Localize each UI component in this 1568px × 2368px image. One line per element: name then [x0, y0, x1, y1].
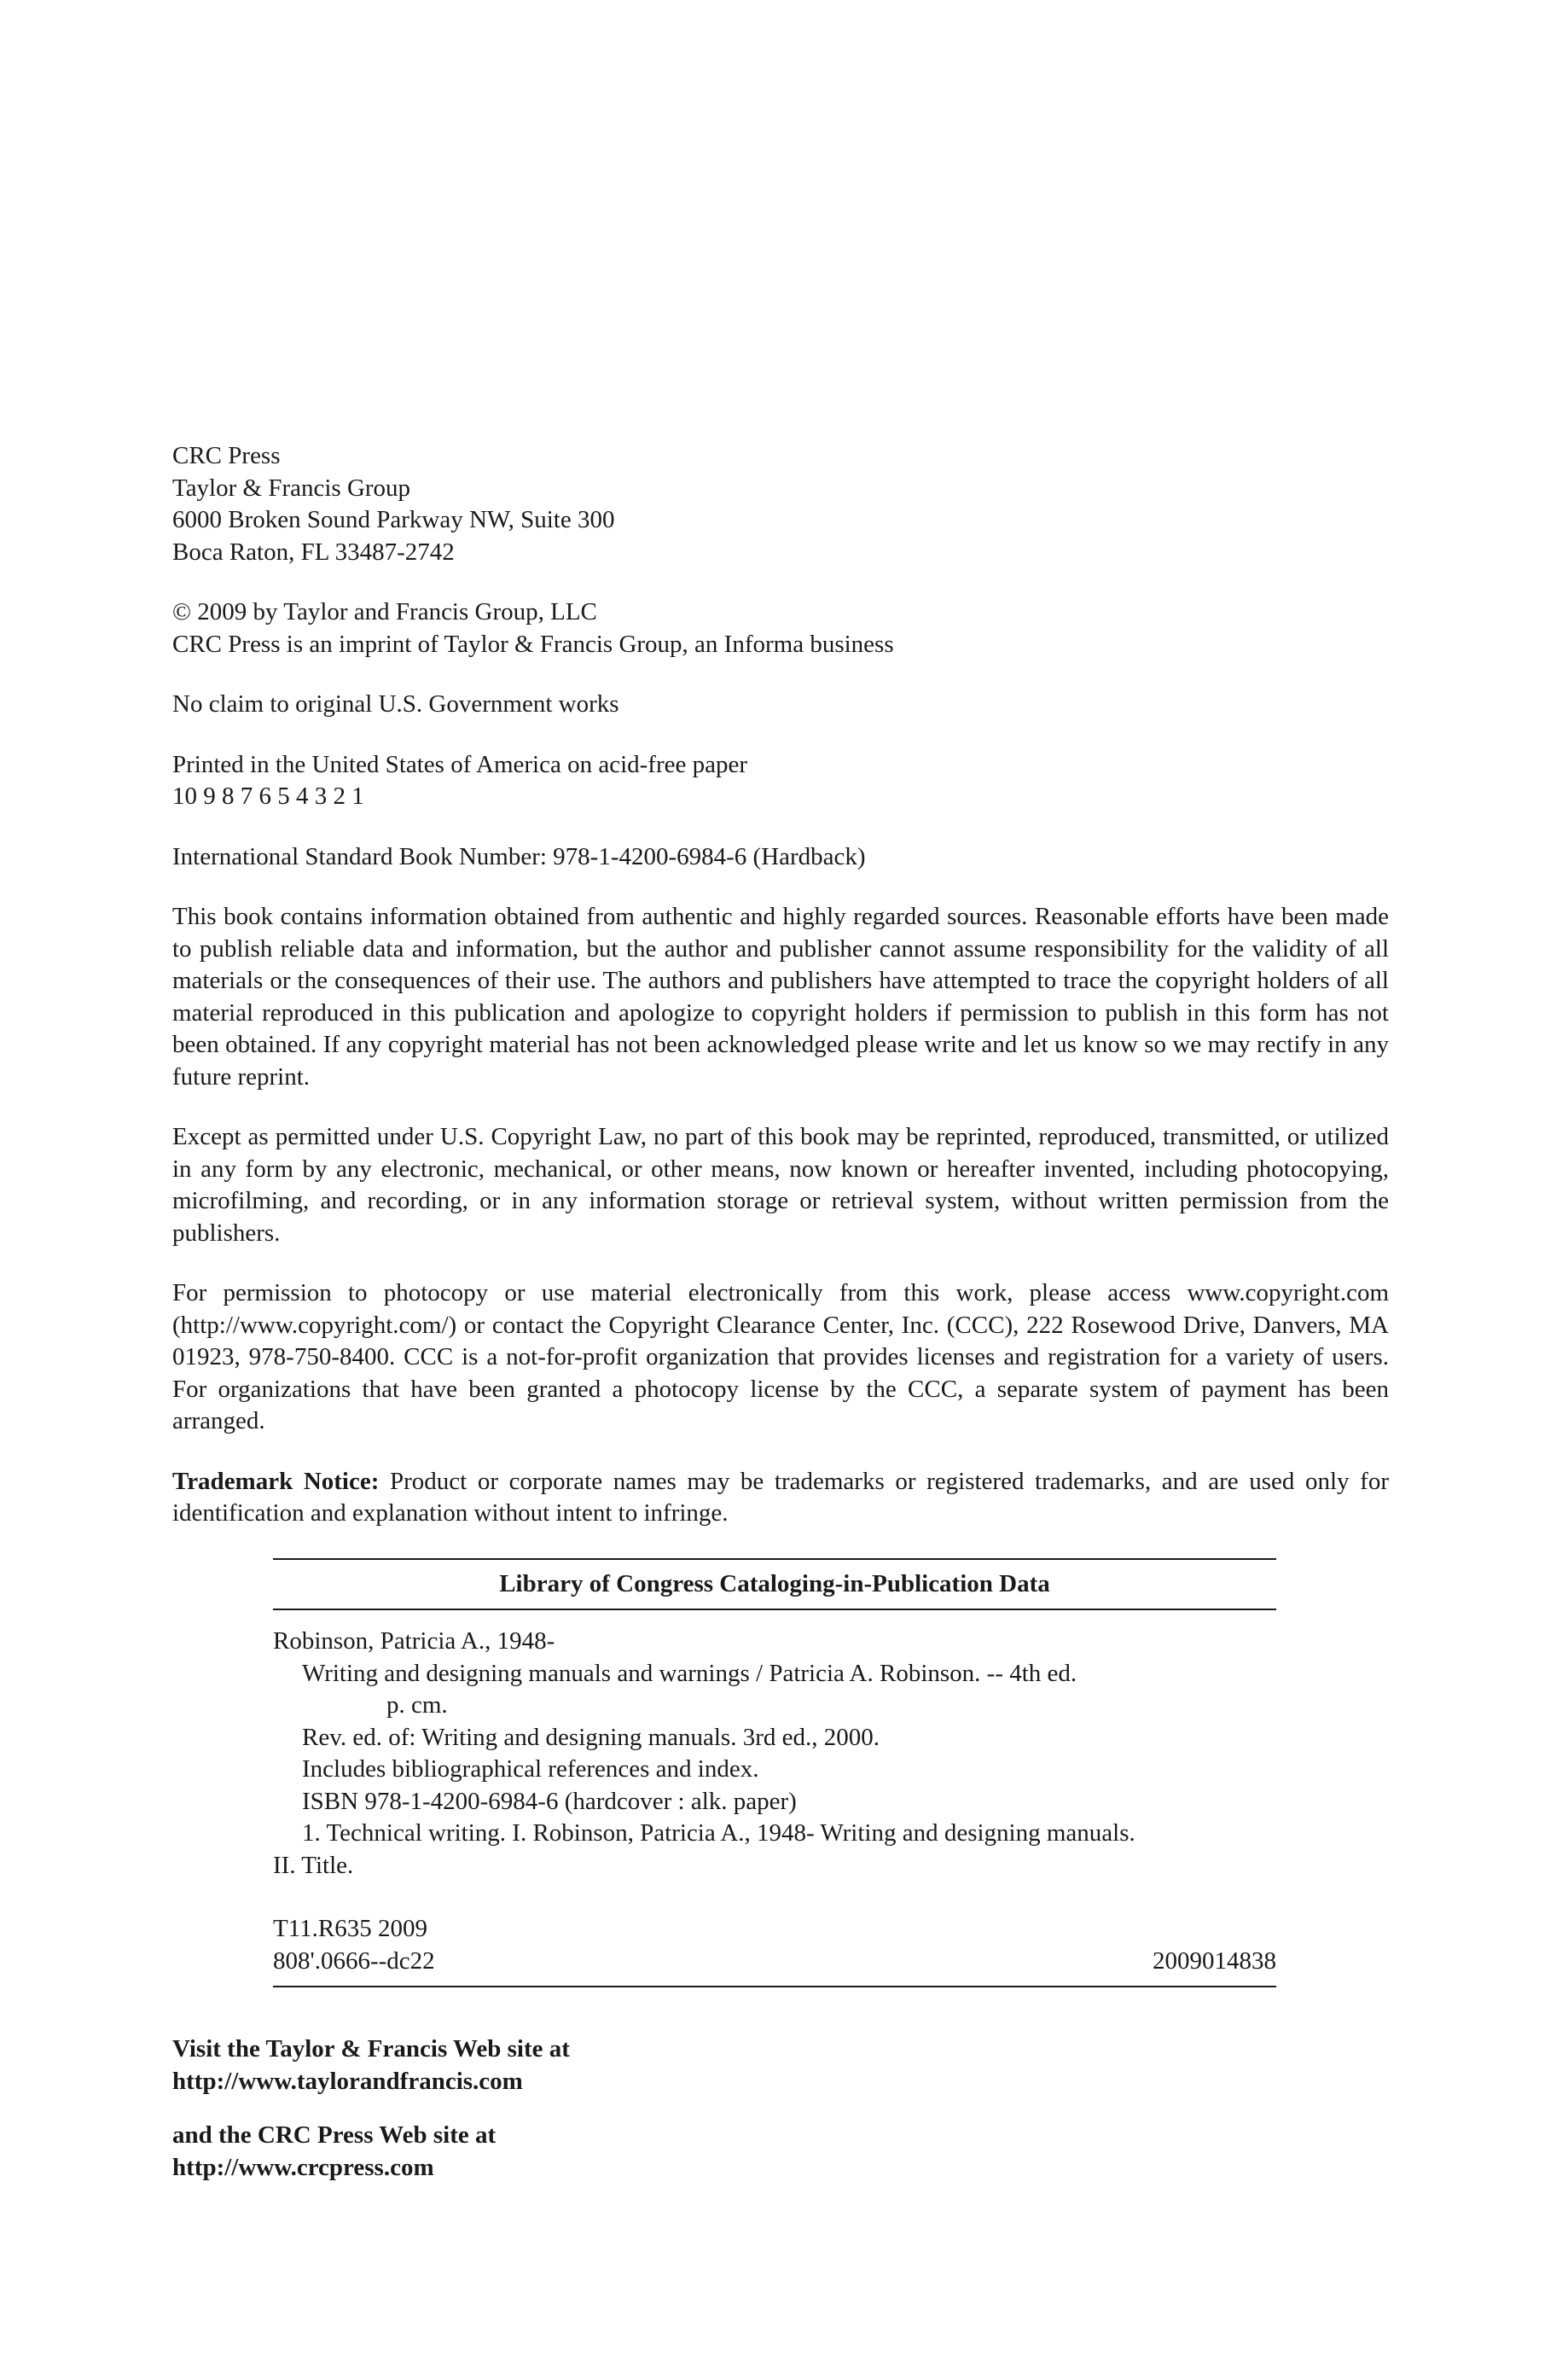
- cip-revision: Rev. ed. of: Writing and designing manuals. 3rd ed., 2000.: [302, 1723, 880, 1751]
- tf-website-label: Visit the Taylor & Francis Web site at: [172, 2035, 570, 2063]
- cip-lccn: 2009014838: [1153, 1946, 1276, 1975]
- publisher-address-line1: 6000 Broken Sound Parkway NW, Suite 300: [172, 506, 615, 533]
- cip-bottom-rule: [273, 1986, 1276, 1987]
- crc-website-label: and the CRC Press Web site at: [172, 2121, 497, 2149]
- publisher-name: CRC Press: [172, 442, 281, 469]
- permitted-use-paragraph: Except as permitted under U.S. Copyright Law, no part of this book may be reprinted, reproduced, transmitted, or utilized in any form by any electronic, mechanical, or other means, now known or hereafter invented, including photocopying, microfilming, and recording, or in any information storage or retrieval system, without written permission from the publishers.: [172, 1123, 1389, 1247]
- crc-website-url[interactable]: http://www.crcpress.com: [172, 2153, 434, 2181]
- cip-subjects: 1. Technical writing. I. Robinson, Patricia A., 1948- Writing and designing manuals.: [302, 1819, 1135, 1847]
- imprint-line: CRC Press is an imprint of Taylor & Francis Group, an Informa business: [172, 630, 894, 658]
- photocopy-permission-paragraph: For permission to photocopy or use material electronically from this work, please access www.copyright.com (http://www.copyright.com/) or contact the Copyright Clearance Center, Inc. (CCC), 222 Rosewood Drive, Danvers, MA 01923, 978-750-8400. CCC is a not-for-profit organization that provides licenses and registration for a variety of users. For organizations that have been granted a photocopy license by the CCC, a separate system of payment has been arranged.: [172, 1279, 1389, 1434]
- cip-lc-class: T11.R635 2009: [273, 1915, 427, 1942]
- tf-website: [172, 2033, 1389, 2097]
- cip-title-line: Writing and designing manuals and warnings / Patricia A. Robinson. -- 4th ed.: [302, 1659, 1077, 1687]
- cip-author: Robinson, Patricia A., 1948-: [273, 1627, 555, 1655]
- government-claim: No claim to original U.S. Government works: [172, 690, 619, 718]
- cip-data-block: [273, 1558, 1276, 1988]
- printing-info: [172, 749, 1389, 813]
- printing-number-line: 10 9 8 7 6 5 4 3 2 1: [172, 783, 364, 810]
- trademark-notice-text: Product or corporate names may be trademarks or registered trademarks, and are used only for identification and explanation without intent to infringe.: [172, 1467, 1389, 1527]
- trademark-notice: [172, 1466, 1389, 1530]
- cip-title-entry: II. Title.: [273, 1851, 354, 1879]
- reliability-paragraph: This book contains information obtained from authentic and highly regarded sources. Reasonable efforts have been made to publish reliable data and information, but the author and publisher cannot assume responsibility for the validity of all materials or the consequences of their use. The authors and publishers have attempted to trace the copyright holders of all material reproduced in this publication and apologize to copyright holders if permission to publish in this form has not been obtained. If any copyright material has not been acknowledged please write and let us know so we may rectify in any future reprint.: [172, 903, 1389, 1091]
- cip-dewey-row: [273, 1946, 1276, 1978]
- copyright-notice: [172, 596, 1389, 660]
- cip-title: Library of Congress Cataloging-in-Publication Data: [499, 1569, 1050, 1597]
- isbn-line: International Standard Book Number: 978-1-4200-6984-6 (Hardback): [172, 842, 866, 870]
- crc-website: [172, 2120, 1389, 2184]
- cip-dewey: 808'.0666--dc22: [273, 1946, 435, 1975]
- web-sites: [172, 2033, 1389, 2184]
- cip-record: [273, 1610, 1276, 1986]
- cip-classification: [273, 1913, 1276, 1977]
- tf-website-url[interactable]: http://www.taylorandfrancis.com: [172, 2067, 523, 2095]
- publisher-group: Taylor & Francis Group: [172, 474, 411, 502]
- publisher-address: [172, 440, 1389, 568]
- copyright-line: © 2009 by Taylor and Francis Group, LLC: [172, 598, 597, 625]
- cip-isbn: ISBN 978-1-4200-6984-6 (hardcover : alk. paper): [302, 1787, 797, 1815]
- trademark-notice-label: Trademark Notice:: [172, 1467, 380, 1495]
- cip-includes: Includes bibliographical references and index.: [302, 1755, 759, 1783]
- cip-pages: p. cm.: [386, 1691, 448, 1719]
- publisher-address-line2: Boca Raton, FL 33487-2742: [172, 538, 455, 566]
- copyright-page: [172, 440, 1389, 2206]
- printed-in: Printed in the United States of America on acid-free paper: [172, 750, 748, 778]
